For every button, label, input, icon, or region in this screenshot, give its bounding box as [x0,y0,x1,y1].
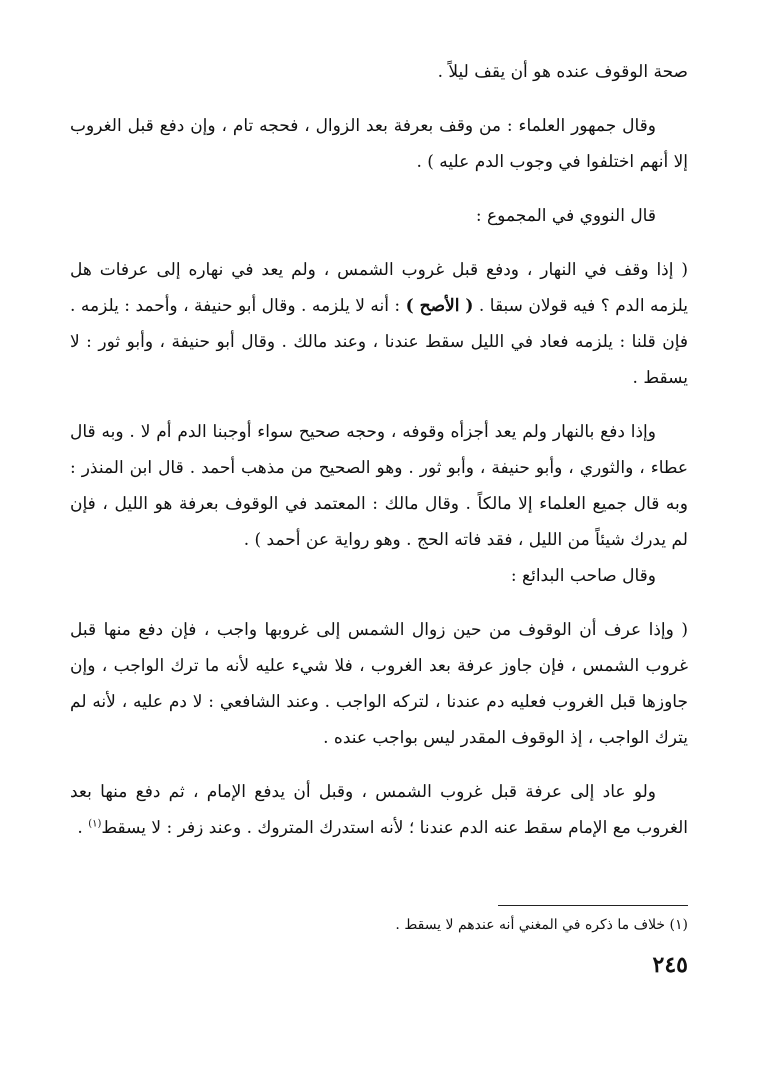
paragraph-6: وقال صاحب البدائع : [510,566,656,586]
paragraph-8 [70,774,688,846]
paragraph-8-text-end: . [77,818,89,838]
page-number: ٢٤٥ [652,952,688,978]
footnote: (١) خلاف ما ذكره في المغني أنه عندهم لا يسقط . [395,917,688,933]
paragraph-4 [70,252,688,396]
paragraph-4-bold-term: ( الأصح ) [405,296,474,316]
footnote-divider [498,905,688,906]
paragraph-5: وإذا دفع بالنهار ولم يعد أجزأه وقوفه ، وحجه صحيح سواء أوجبنا الدم أم لا . وبه قال عطاء ، والثوري ، وأبو حنيفة ، وأبو ثور . وهو الصحيح من مذهب أحمد . قال ابن المنذر : وبه قال جميع العلماء إلا مالكاً . وقال مالك : المعتمد في الوقوف بعرفة هو الليل ، فإن لم يدرك شيئاً من الليل ، فقد فاته الحج . وهو رواية عن أحمد ) . [70,422,688,550]
main-text [70,54,688,846]
footnote-marker: (١) [88,818,102,830]
paragraph-4-text-start: ( إذا وقف في النهار ، ودفع قبل غروب الشمس ، ولم يعد في نهاره إلى عرفات هل يلزمه الدم ؟ فيه قولان سبقا . [70,260,688,316]
paragraph-1: صحة الوقوف عنده هو أن يقف ليلاً . [437,62,688,82]
paragraph-7: ( وإذا عرف أن الوقوف من حين زوال الشمس إلى غروبها واجب ، فإن دفع منها قبل غروب الشمس ، فإن جاوز عرفة بعد الغروب ، فلا شيء عليه لأنه ما ترك الواجب ، وإن جاوزها قبل الغروب فعليه دم عندنا ، لتركه الواجب . وعند الشافعي : لا دم عليه ، لأنه لم يترك الواجب ، إذ الوقوف المقدر ليس بواجب عنده . [70,620,688,748]
paragraph-3: قال النووي في المجموع : [475,206,656,226]
paragraph-2: وقال جمهور العلماء : من وقف بعرفة بعد الزوال ، فحجه تام ، وإن دفع قبل الغروب إلا أنهم اختلفوا في وجوب الدم عليه ) . [70,116,688,172]
paragraph-4-text-end: : أنه لا يلزمه . وقال أبو حنيفة ، وأحمد : يلزمه . فإن قلنا : يلزمه فعاد في الليل سقط عندنا ، وعند مالك . وقال أبو حنيفة ، وأبو ثور : لا يسقط . [70,296,688,388]
paragraph-8-text: ولو عاد إلى عرفة قبل غروب الشمس ، وقبل أن يدفع الإمام ، ثم دفع منها بعد الغروب مع الإمام سقط عنه الدم عندنا ؛ لأنه استدرك المتروك . وعند زفر : لا يسقط [70,782,688,838]
